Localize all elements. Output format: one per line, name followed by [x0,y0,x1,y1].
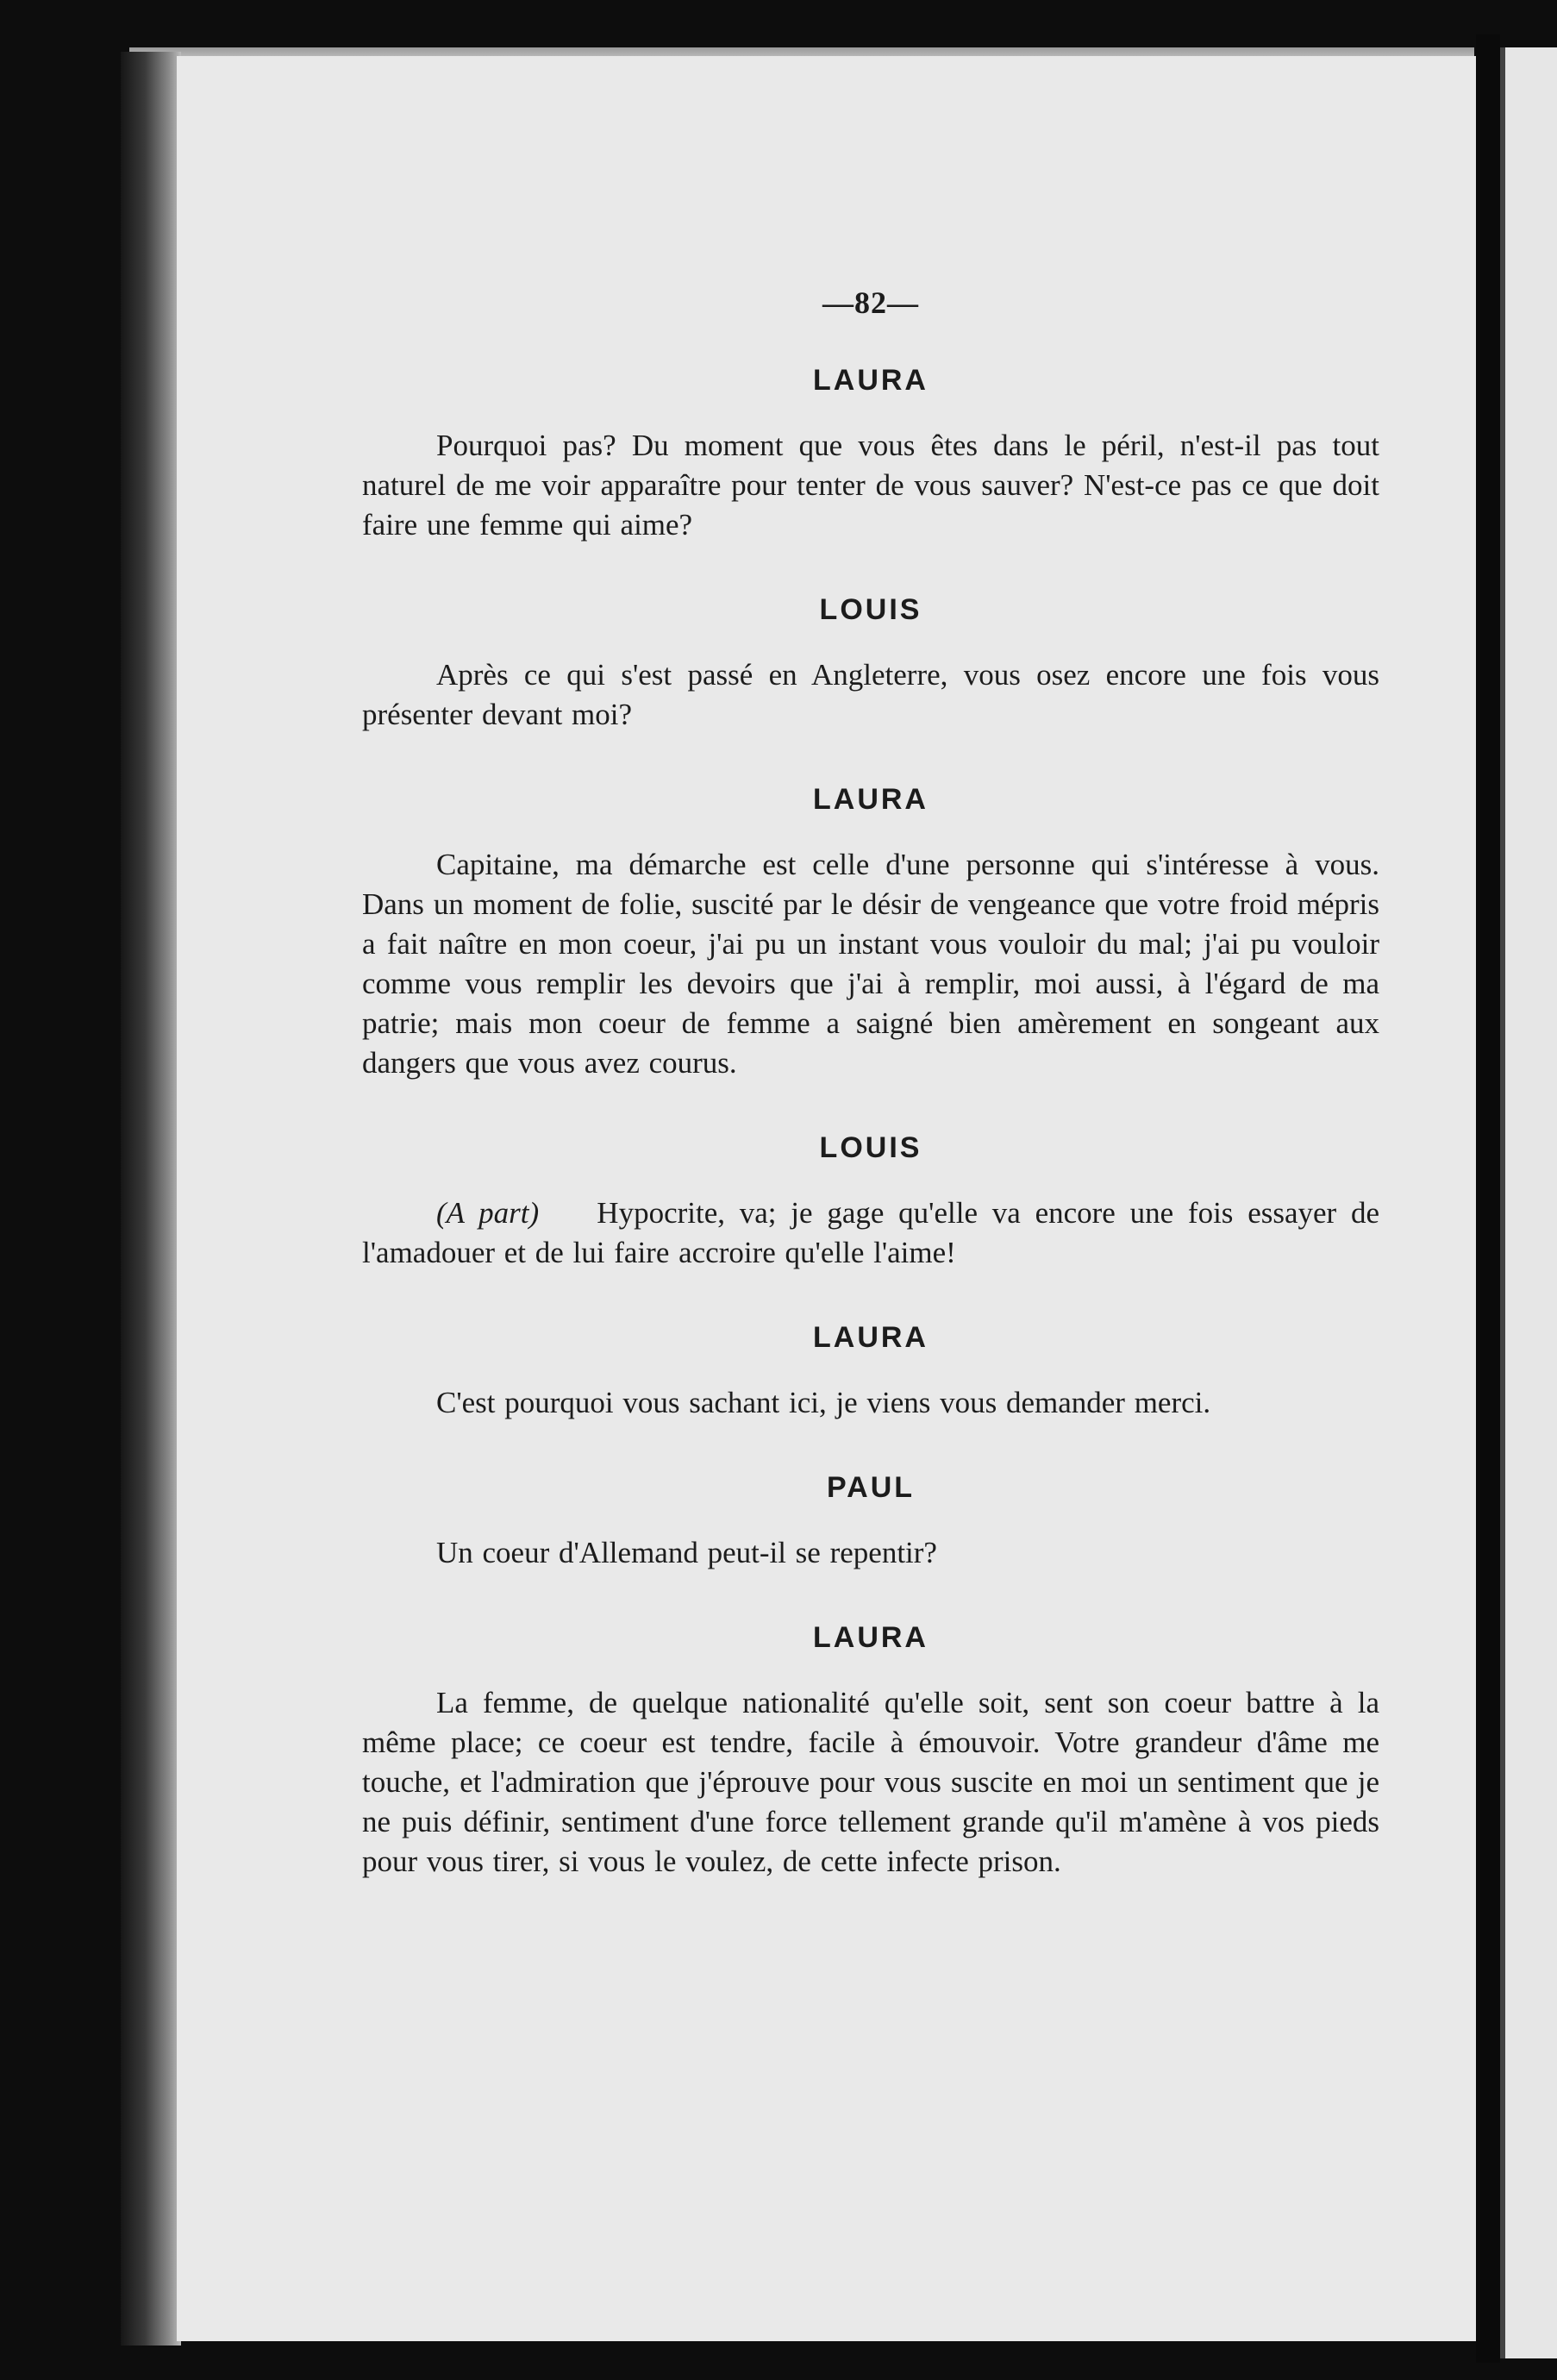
speech-text: Pourquoi pas? Du moment que vous êtes dans le péril, n'est-il pas tout naturel de me voir apparaître pour tenter de vous sauver? N'est-ce pas ce que doit faire une femme qui aime? [362,429,1379,542]
speech-text: Hypocrite, va; je gage qu'elle va encore une fois essayer de l'amadouer et de lui faire accroire qu'elle l'aime! [362,1196,1380,1269]
speaker-name: LAURA [813,1321,929,1354]
speaker-name: LAURA [813,1621,929,1654]
speech-text: Après ce qui s'est passé en Angleterre, vous osez encore une fois vous présenter devant moi? [362,658,1379,731]
speech-with-stage-direction [362,1193,1379,1273]
speaker-name: LAURA [813,783,929,816]
speaker-name: LOUIS [819,1131,922,1164]
page-gutter [1476,34,1500,2363]
stage-direction: (A part) [436,1196,540,1230]
speech-text: Capitaine, ma démarche est celle d'une personne qui s'intéresse à vous. Dans un moment de folie, suscité par le désir de vengeance que votre froid mépris a fait naître en mon coeur, j'ai pu un instant vous vouloir du mal; j'ai pu vouloir comme vous remplir les devoirs que j'ai à remplir, moi aussi, à l'égard de ma patrie; mais mon coeur de femme a saigné bien amèrement en songeant aux dangers que vous avez courus. [362,848,1379,1080]
page-text [362,259,1379,1926]
speech-text: C'est pourquoi vous sachant ici, je viens vous demander merci. [436,1386,1211,1419]
speaker-name: PAUL [826,1471,916,1504]
speech-text: Un coeur d'Allemand peut-il se repentir? [436,1536,937,1569]
speech-text: La femme, de quelque nationalité qu'elle soit, sent son coeur battre à la même place; ce coeur est tendre, facile à émouvoir. Votre grandeur d'âme me touche, et l'admiration que j'éprouve pour vous suscite en moi un sentiment que je ne puis définir, sentiment d'une force tellement grande qu'il m'amène à vos pieds pour vous tirer, si vous le voulez, de cette infecte prison. [362,1686,1379,1878]
speaker-name: LOUIS [819,593,922,626]
facing-page-border [1500,47,1505,2358]
facing-page-edge [1500,47,1557,2358]
speaker-name: LAURA [813,364,929,397]
book-binding [121,52,181,2346]
page-number: —82— [822,285,919,320]
